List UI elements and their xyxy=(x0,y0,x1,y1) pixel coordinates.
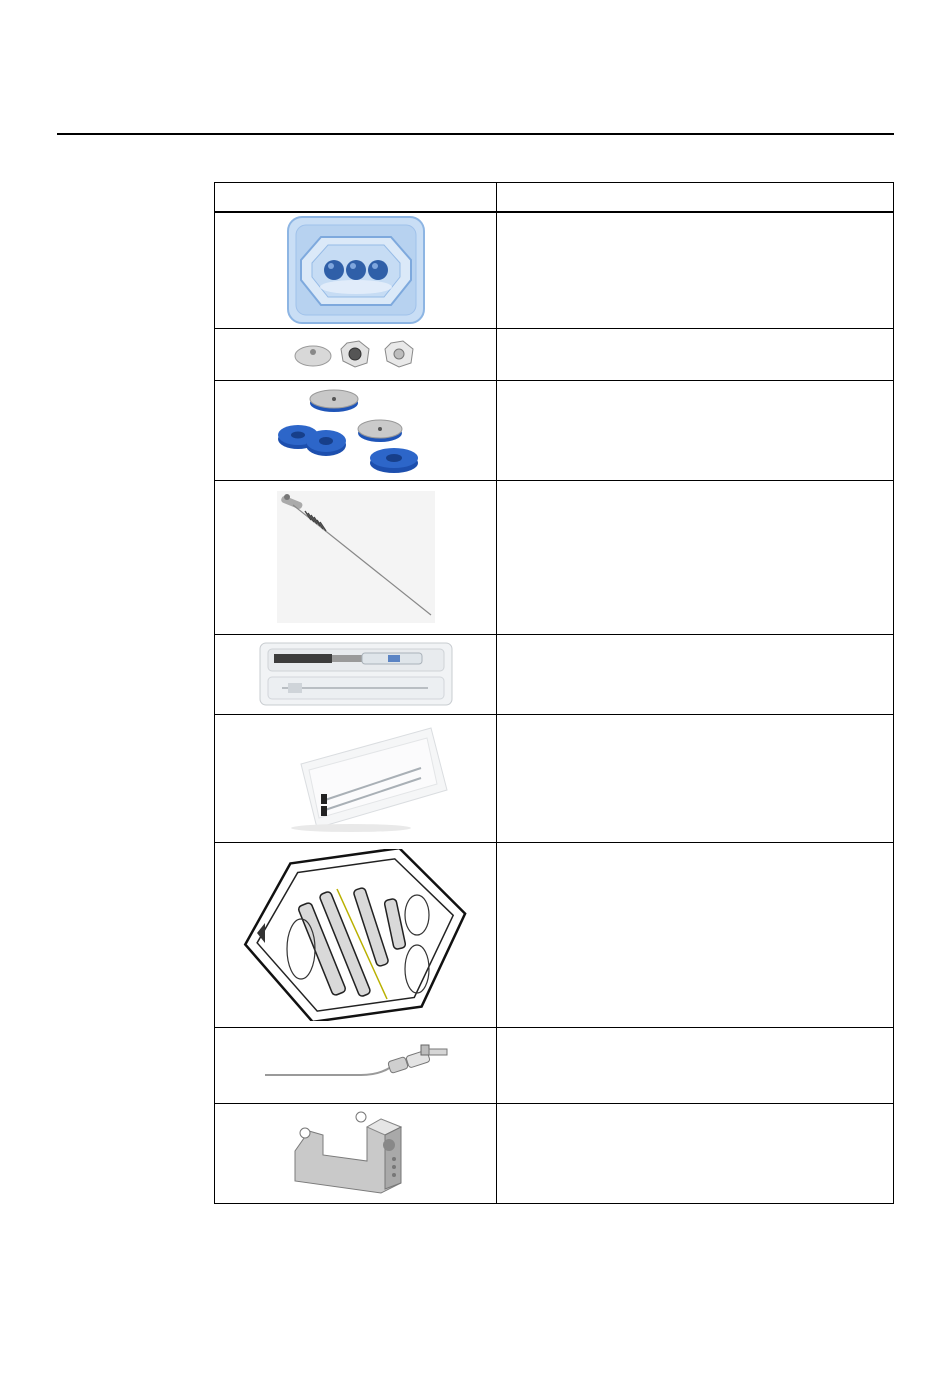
packaged-syringe-tray-illustration xyxy=(215,634,497,714)
table-row xyxy=(215,714,894,842)
sterile-pouch-probes-illustration xyxy=(215,714,497,842)
row-description xyxy=(497,634,894,714)
row-description xyxy=(497,1027,894,1103)
row-description xyxy=(497,328,894,380)
table-row xyxy=(215,1103,894,1203)
table-row xyxy=(215,1027,894,1103)
table-row xyxy=(215,212,894,328)
table-row xyxy=(215,842,894,1027)
instrument-kit-tray-illustration xyxy=(215,842,497,1027)
header-image-column xyxy=(215,183,497,213)
row-description xyxy=(497,480,894,634)
table-row xyxy=(215,328,894,380)
top-horizontal-rule xyxy=(57,133,894,135)
head-fixation-frame-illustration xyxy=(215,1103,497,1203)
skull-marker-spheres-tray-illustration xyxy=(215,212,497,328)
blue-rubber-washers-illustration xyxy=(215,380,497,480)
bone-anchor-discs-illustration xyxy=(215,328,497,380)
row-description xyxy=(497,714,894,842)
component-table xyxy=(214,182,894,1204)
row-description xyxy=(497,1103,894,1203)
row-description xyxy=(497,212,894,328)
table-row xyxy=(215,634,894,714)
curved-cannula-with-valve-illustration xyxy=(215,1027,497,1103)
header-description-column xyxy=(497,183,894,213)
table-row xyxy=(215,480,894,634)
t-handle-stylet-needle-illustration xyxy=(215,480,497,634)
row-description xyxy=(497,380,894,480)
table-row xyxy=(215,380,894,480)
table-header-row xyxy=(215,183,894,213)
row-description xyxy=(497,842,894,1027)
